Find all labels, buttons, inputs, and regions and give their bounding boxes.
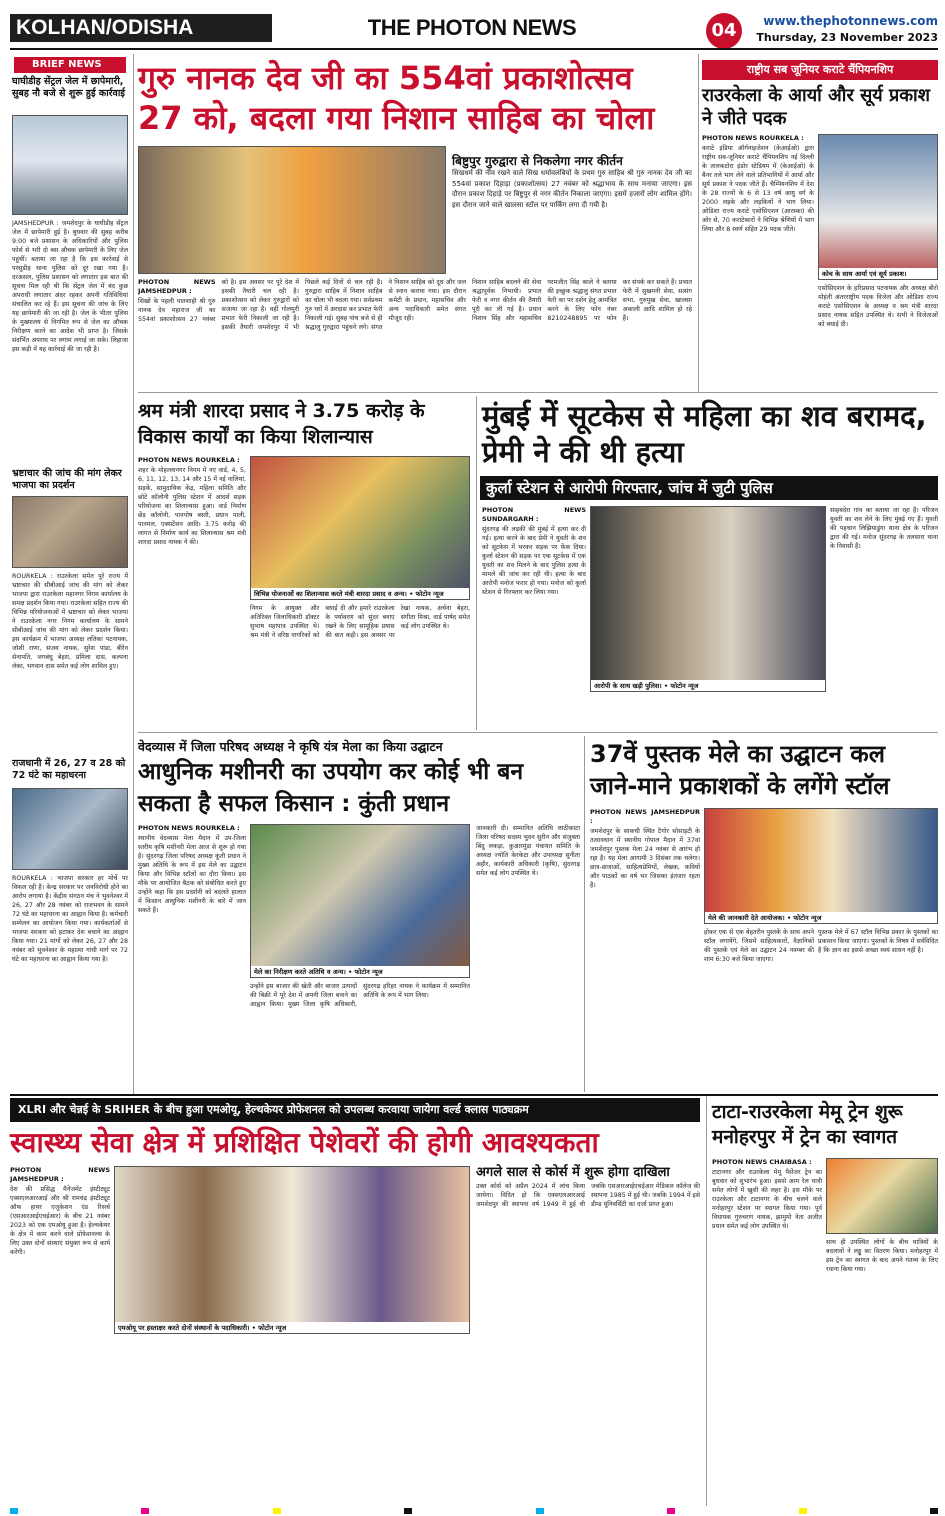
karate-body-text: कराटे इंडिया ऑर्गनाइजेशन (केआईओ) द्वारा राष्ट्रीय सब-जूनियर कराटे चैंपियनशिप नई दिल्ली के तालकटोरा इंडोर स्टेडियम में (केआईओ) के बैनर तले भाग लेने वाले प्रतिभागियों में आर्या और सूर्य प्रकाश ने पदक जीते हैं। चैम्पियनशिप में देश के 28 राज्यों के 6 से 13 वर्ष आयु वर्ग के 2000 लड़के और लड़कियों ने भाग लिया। ओडिशा राज्य कराटे एसोसिएशन (आरस्का) की ओर से, 70 कराटेकारों ने विभिन्न श्रेणियों में भाग लिया और 8 स्वर्ण सहित 29 पदक जीते। <box>702 145 814 233</box>
book-body3: पुस्तक मेले में 67 स्टॉल विभिन्न प्रकार के पुस्तकों का प्रकाशन किया जाएगा। पुस्तकों के विषय में सर्वविदित है कि ज्ञान का इससे अच्छा स्वयं साधन नहीं है। <box>818 929 938 954</box>
book-byline: PHOTON NEWS JAMSHEDPUR : <box>590 808 700 825</box>
brief-item3-body: ROURKELA : भाजपा सरकार हर मोर्चे पर विफल रही है। केन्द्र सरकार पर जनविरोधी होने का आरोप लगाया है। केंद्रीय संगठन मंच ने भुवनेश्वर में 26, 27 और 28 नवंबर को राजभवन के सामने 72 घंटे का महाधरना का आह्वान किया है। कर्मचारी सम्मेलन का आयोजन किया गया। कार्यकर्ताओं से भाजपा सरकार को हटाकर देश बचाने का आह्वान किया गया। 21 मांगों को लेकर 26, 27 और 28 नवंबर को भुवनेश्वर के महात्मा गांधी मार्ग पर 72 घंटे का महाधरना का आह्वान किया गया है। <box>12 875 128 963</box>
lead-photo <box>138 146 446 274</box>
mumbai-body <box>482 506 586 726</box>
labour-body-text: शहर के मोहल्लानगर निगम में नए वार्ड, 4, 5, 6, 11, 12, 13, 14 और 15 में नई नालियां, सड़कें, सामुदायिक केंद्र, महिला समिति और छोटे कॉलोनी पुलिस स्टेशन में आदर्श सड़क परियोजना का शिलान्यास हुआ। वार्ड निर्माण छेंड़ कॉलोनी, पानपोष बस्ती, प्रधान पाली, पानमल, एक्सटेंशन आदि। 3.75 करोड़ की लागत से निर्माण कार्य का शिलान्यास श्रम मंत्री शारदा प्रसाद नायक ने की। <box>138 467 246 546</box>
jail-photo <box>12 115 128 215</box>
mumbai-byline: PHOTON NEWS SUNDARGARH : <box>482 506 586 523</box>
mumbai-body-text: सुंदरगढ़ की लड़की की मुंबई में हत्या कर दी गई। हत्या करने के बाद प्रेमी ने युवती के शव को सूटकेस में भरकर सड़क पर फेंक दिया। कुर्ला स्टेशन की सड़क पर एक सूटकेस में एक युवती का शव मिलने के बाद पुलिस हत्या के मामले की जांच कर रही थी। हत्या के बाद आरोपी मनोज फरार हो गया। मनोज को कुर्ला स्टेशन से गिरफ्तार कर लिया गया। <box>482 526 586 596</box>
agri-body-text: स्थानीय वेदव्यास मेला मैदान में उप-जिला स्तरीय कृषि मशीनरी मेला आज से शुरू हो गया है। सुंदरगढ़ जिला परिषद अध्यक्ष कुंती प्रधान ने मुख्य अतिथि के रूप में इस मेले का उद्घाटन किया और विभिन्न स्टॉलों का दौरा किया। इस मौके पर आयोजित बैठक को संबोधित करते हुए उन्होंने कहा कि इस प्रदर्शनी को बदलते हालात में किसान आधुनिक मशीनरी के बारे में जान सकते हैं। <box>138 835 246 914</box>
agri-body <box>138 824 246 1090</box>
mumbai-headline: मुंबई में सूटकेस से महिला का शव बरामद, प्रेमी ने की थी हत्या <box>482 399 927 469</box>
lead-subhead: बिष्टुपुर गुरुद्वारा से निकलेगा नगर कीर्तन <box>452 154 623 168</box>
book-body <box>590 808 700 990</box>
xlri-subhead: अगले साल से कोर्स में शुरू होगा दाखिला <box>476 1165 670 1180</box>
brief-item2-body: ROURKELA : राउरकेला समेत पूरे राज्य में भ्रष्टाचार की सीबीआई जांच की मांग को लेकर भाजपा द्वारा राउरकेला महानगर निगम कार्यालय के समक्ष प्रदर्शन किया गया। राउरकेला सहित राज्य की विभिन्न परियोजनाओं में भ्रष्टाचार को लेकर भाजपा ने राउरकेला नगर निगम कार्यालय के सामने सीबीआई जांच की मांग को लेकर प्रदर्शन किया। इस कार्यक्रम में भाजपा अध्यक्ष लतिका पटनायक, जोशी राणा, संजय नायक, सुरेश पांडा, बीरेन सेनापति, जगबंधु बेहरा, प्रमिला दास, कल्पना लेका, भगवान दास समेत कई लोग शामिल हुए। <box>12 573 128 670</box>
agri-photo-caption: मेले का निरीक्षण करते अतिथि व अन्य। • फोटोन न्यूज <box>251 966 469 977</box>
mumbai-photo <box>590 506 826 692</box>
labour-photo <box>250 456 470 600</box>
labour-body2: निगम के आयुक्त और अतिरिक्त जिलाधिकारी डॉक्टर सुभाष महापात्र उपस्थित थे। श्रम मंत्री ने वरिष्ठ नागरिकों को बधाई दी और हमारे राउरकेला के पर्यावरण को सुंदर बनाए रखने के लिए सामूहिक प्रयास की बात कही। इस अवसर पर रेखा नायक, अर्चना बेहरा, संगीता मिश्रा, वार्ड पार्षद समेत कई लोग उपस्थित थे। <box>250 605 470 639</box>
page-number: 04 <box>706 13 742 49</box>
labour-photo-caption: विभिन्न योजनाओं का शिलान्यास करते मंत्री शारदा प्रसाद व अन्य। • फोटोन न्यूज <box>251 588 469 599</box>
agri-headline: आधुनिक मशीनरी का उपयोग कर कोई भी बन सकता है सफल किसान : कुंती प्रधान <box>138 759 524 817</box>
memu-photo <box>826 1158 938 1234</box>
karate-byline: PHOTON NEWS ROURKELA : <box>702 134 804 142</box>
karate-photo <box>818 134 938 280</box>
brief-item2-headline: भ्रष्टाचार की जांच की मांग लेकर भाजपा का प्रदर्शन <box>12 468 122 491</box>
lead-headline-line2: 27 को, बदला गया निशान साहिब का चोला <box>138 99 655 137</box>
xlri-body-text: देश की प्रसिद्ध मैनेजमेंट इंस्टीट्यूट एक्सएलआरआई और श्री रामचंद्र इंस्टीट्यूट ऑफ हायर एजुकेशन एंड रिसर्च (एसआरआईएचईआर) के बीच 21 नवंबर 2023 को एक एमओयू हुआ है। हेल्थकेयर के क्षेत्र में काम करने वाले प्रोफेशनल्स के लिए उक्त दोनों संस्थाएं संयुक्त रूप से कार्य करेंगी। <box>10 1186 110 1256</box>
memu-body2: साथ ही उपस्थित लोगों के बीच यात्रियों के बदलावों ने लड्डू का वितरण किया। मनोहरपुर में इस ट्रेन का स्वागत के बाद अपने गंतव्य के लिए रवाना किया गया। <box>826 1239 938 1273</box>
memu-byline: PHOTON NEWS CHAIBASA : <box>712 1158 812 1166</box>
issue-date: Thursday, 23 November 2023 <box>756 31 938 44</box>
xlri-headline: स्वास्थ्य सेवा क्षेत्र में प्रशिक्षित पेशेवरों की होगी आवश्यकता <box>10 1126 599 1159</box>
lead-headline <box>138 58 694 138</box>
karate-kicker: राष्ट्रीय सब जूनियर कराटे चैंपियनशिप <box>702 60 938 80</box>
book-photo <box>704 808 938 924</box>
agri-body3: जानकारी दी। सम्मानित अतिथि लाठीकाटा जिला परिषद सदस्य भुवन सुरीन और संजुक्ता बिंदु लकड़ा, कुआरमुंडा पंचायत समिति के अध्यक्ष ज्योति केरकेटा और उपाध्यक्ष सुनीता अहीर, कार्यकारी अधिकारी (कृषि), सुंदरगढ़ समेत कई लोग उपस्थित थे। <box>476 825 580 877</box>
book-body2: होकर एक से एक बेहतरीन पुस्तकें के साथ अपने स्टॉल लगायेंगे, जिसमें साहित्यकारों, वैज्ञानिकों की पुस्तकें एवं मेले का उद्घाटन 24 नवम्बर की शाम 6:30 बजे किया जाएगा। <box>704 929 814 963</box>
website-link[interactable]: www.thephotonnews.com <box>763 14 938 28</box>
brief-news-text: BRIEF NEWS <box>32 59 102 70</box>
brief-item1-headline: घाघीडीह सेंट्रल जेल में छापेमारी, सुबह नौ बजे से शुरू हुई कार्रवाई <box>12 76 125 99</box>
labour-byline: PHOTON NEWS ROURKELA : <box>138 456 240 464</box>
karate-headline: राउरकेला के आर्या और सूर्य प्रकाश ने जीते पदक <box>702 85 930 129</box>
mumbai-body2: साहबदेरा गांव का बताया जा रहा है। परिजन युवती का शव लेने के लिए मुंबई गए हैं। युवती की पहचान लिझियाडुंगा थाना क्षेत्र के परिजन द्वारा की गई। मनोज सुंदरगढ़ के तलसारा थाना के निवासी हैं। <box>830 507 938 550</box>
dharna-photo <box>12 788 128 870</box>
karate-photo-caption: कोच के साथ आर्या एवं सूर्य प्रकाश। <box>819 268 937 279</box>
xlri-body2: उक्त कोर्स को अप्रैल 2024 में लांच किया जायेगा। विदित हो कि एक्सएलआरआई जमशेदपुर की स्थापना वर्ष 1949 में हुई थी जबकि एसआरआईएचईआर मेडिकल कॉलेज की स्थापना 1985 में हुई थी। जबकि 1994 में इसे डीम्ड यूनिवर्सिटी का दर्जा प्राप्त हुआ। <box>476 1183 700 1208</box>
agri-kicker: वेदव्यास में जिला परिषद अध्यक्ष ने कृषि यंत्र मेला का किया उद्घाटन <box>138 739 443 754</box>
book-headline: 37वें पुस्तक मेले का उद्घाटन कल जाने-माने प्रकाशकों के लगेंगे स्टॉल <box>590 740 890 800</box>
brand-logo: THE PHOTON NEWS <box>367 15 577 40</box>
xlri-kicker: XLRI और चेन्नई के SRIHER के बीच हुआ एमओयू, हेल्थकेयर प्रोफेशनल को उपलब्ध करवाया जायेगा वर्ल्ड क्लास पाठ्यक्रम <box>10 1098 700 1122</box>
lead-body-text: सिखों के पहली पातशाही श्री गुरु नानक देव महाराज जी का 554वां प्रकाशोत्सव 27 नवंबर को है। इस अवसर पर पूरे देश में इसकी तैयारी चल रही है। प्रकाशोत्सव को लेकर गुरुद्वारों को सजाया जा रहा है। वहीं गोलमुरी प्रभात फेरी निकाली जा रही है। इसकी तैयारी जमशेदपुर में भी पिछले कई दिनों से चल रही है। गुरुद्वारा साहिब में निशान साहिब का चोला भी बदला गया। सर्वप्रथम गुरु घरों में अरदास कर प्रभात फेरी निकाली गई। सुबह पांच बजे से ही श्रद्धालु गुरुद्वारा पहुंचने लगे। संगत ने निशान साहिब को दूध और जल से स्नान कराया गया। इस दौरान कमेटी के प्रधान, महासचिव और अन्य पदाधिकारी समेत संगत मौजूद रही। <box>138 279 466 331</box>
lead-sub-body: सिखधर्म की नींव रखने वाले सिख धर्मावलंबियों के प्रथम गुरु साहिब श्री गुरु नानक देव जी का 554वां प्रकाश दिहाड़ा (प्रकाशोत्सव) 27 नवंबर को श्रद्धाभाव के साथ मनाया जाएगा। इस दौरान प्रकाश दिहाड़े पर बिष्टुपुर से नगर कीर्तन निकाला जाएगा। इसमें हजारों लोग शामिल होंगे। इस दौरान जाने वाले खालसा स्टॉल पर पार्किंग लगा दी गयी है। <box>452 169 692 209</box>
brief-item3-headline: राजधानी में 26, 27 व 28 को 72 घंटे का महाधरना <box>12 758 126 781</box>
lead-body2: निशान साहिब बदलने की सेवा श्रद्धापूर्वक निभायी। प्रभात फेरी व नगर कीर्तन की तैयारी पूरी कर ली गई है। प्रधान निशान सिंह और महासचिव परमजीत सिंह काले ने बताया की इच्छुक श्रद्धालु संगत प्रभात फेरी का पर दर्शन हेतु आमंत्रित करने के लिए फोन नंबर 8210248895 पर फोन कर संपर्क कर सकते हैं। प्रभात फेरी में सुखमनी सेवा, सत्संग सभा, गुरुमुख सेवा, खालसा अकाली आदि शामिल हो रहे हैं। <box>472 279 692 322</box>
mumbai-photo-caption: आरोपी के साथ खड़ी पुलिस। • फोटोन न्यूज <box>591 680 825 691</box>
agri-byline: PHOTON NEWS ROURKELA : <box>138 824 240 832</box>
karate-body <box>702 134 814 384</box>
memu-body-text: टाटानगर और राउरकेला मेमू पैसेंजर ट्रेन का बुधवार को शुभारंभ हुआ। इससे आम रेल यात्री समेत लोगों में खुशी की लहर है। इस मौके पर राउरकेला और टाटानगर के बीच चलने वाले मनोहरपुर स्टेशन पर स्वागत किया गया। पूर्व विधायक गुरुचरण नायक, झामुमो नेता अजीत प्रधान समेत कई लोग उपस्थित थे। <box>712 1169 822 1230</box>
xlri-byline: PHOTON NEWS JAMSHEDPUR : <box>10 1166 110 1183</box>
book-photo-caption: मेले की जानकारी देते आयोजक। • फोटोन न्यूज <box>705 912 937 923</box>
print-registration-marks <box>10 1508 938 1514</box>
protest-photo <box>12 496 128 568</box>
memu-body <box>712 1158 822 1504</box>
mumbai-subhead: कुर्ला स्टेशन से आरोपी गिरफ्तार, जांच में जुटी पुलिस <box>480 476 938 500</box>
book-body-text: जमशेदपुर के साकची स्थित टैगोर सोसाइटी के तत्वावधान में स्थानीय गोपाल मैदान में 37वां जमशेदपुर पुस्तक मेला 24 नवंबर से आरंभ हो रहा है। यह मेला आगामी 3 दिसंबर तक चलेगा। छात्र-छात्राओं, साहित्यप्रेमियों, लेखक, कवियों और पाठकों का वर्ष भर जिसका इंतजार रहता है। <box>590 828 700 889</box>
memu-headline: टाटा-राउरकेला मेमू ट्रेन शुरू मनोहरपुर में ट्रेन का स्वागत <box>712 1101 903 1148</box>
section-banner: KOLHAN/ODISHA <box>10 14 272 42</box>
agri-photo <box>250 824 470 978</box>
labour-headline: श्रम मंत्री शारदा प्रसाद ने 3.75 करोड़ के विकास कार्यों का किया शिलान्यास <box>138 400 425 448</box>
karate-body2: एसोसिएशन के हरिप्रसाद पटनायक और अध्यक्ष बीरो मोहंती अंतरराष्ट्रीय पदक विजेता और ओडिशा राज्य कराटे एसोसिएशन के अध्यक्ष व श्रम मंत्री शारदा प्रसाद नायक सहित उपस्थित थे। सभी ने विजेताओं को बधाई दी। <box>818 285 938 328</box>
brief-news-label <box>14 57 126 73</box>
labour-body <box>138 456 246 726</box>
lead-byline: PHOTON NEWS JAMSHEDPUR : <box>138 278 216 295</box>
xlri-body <box>10 1166 110 1504</box>
lead-headline-line1: गुरु नानक देव जी का 554वां प्रकाशोत्सव <box>138 59 633 97</box>
brief-item1-body: JAMSHEDPUR : जमशेदपुर के घाघीडीह सेंट्रल जेल में छापेमारी हुई है। बुधवार की सुबह करीब 9:00 बजे प्रशासन के अधिकारियों और पुलिस फोर्स से भरी दो बस औचक छापेमारी के लिए जेल पहुंचीं। बताया जा रहा है कि इस कार्रवाई से परसुडीह थाना पुलिस को दूर रखा गया है। दरअसल, पुलिस प्रशासन को लगातार इस बात की सूचना मिल रही थी कि सेंट्रल जेल में बंद कुछ अपराधी लगातार अंदर रहकर अपनी गतिविधियां संचालित कर रहे हैं। इस सूचना की जांच के लिए यह छापेमारी की जा रही है। जेल के भीतर पुलिस के मुख्यालय से निगमित रूप से जेल का औचक निरीक्षण करने का आदेश भी प्राप्त है। जिसके संदर्भित अपराध पर लगाम लगाई जा सके। लिहाजा इस कड़ी में यह कार्रवाई की जा रही है। <box>12 220 128 353</box>
agri-body2: उन्होंने इस बाजार की खेती और बाजार उत्पादों की बिक्री में पूरे देश में अपनी जिला बनाने का आह्वान किया। मुख्य जिला कृषि अधिकारी, सुंदरगढ़ हरिहर नायक ने कार्यक्रम में सम्मानित अतिथि के रूप में भाग लिया। <box>250 983 470 1008</box>
lead-body <box>138 278 466 386</box>
xlri-photo-caption: एमओयू पर हस्ताक्षर करते दोनों संस्थानों के पदाधिकारी। • फोटोन न्यूज <box>115 1322 469 1333</box>
xlri-photo <box>114 1166 470 1334</box>
